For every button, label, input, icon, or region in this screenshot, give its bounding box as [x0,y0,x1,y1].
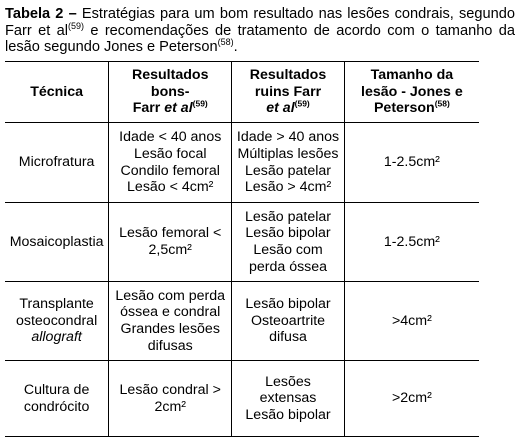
header-tam-line3 [347,100,477,117]
caption-text-b: e recomendações de tratamento de acordo com o tamanho da lesão segundo Jones e Peterson [5,22,516,55]
table-header-row [5,62,479,123]
cell-tamanho [344,203,479,282]
cell-text: Condilo femoral [120,162,220,179]
caption-text-c: . [233,39,238,55]
header-tam-line2: lesão - Jones e [361,83,463,100]
cell-tamanho [344,123,479,203]
cell-text: condrócito [23,398,90,415]
cell-text: Lesão > 4cm² [244,179,332,196]
header-ruins-line3 [234,100,342,117]
table-row [5,282,479,361]
cell-text: Mosaicoplastia [9,233,104,250]
table-caption [5,6,515,56]
header-tam-line1: Tamanho da [370,67,454,84]
header-bons-line2 [111,100,229,117]
cell-bons [109,203,232,282]
cell-ruins [232,282,345,361]
cell-text-italic: allograft [31,329,82,346]
cell-text: Múltiplas lesões [237,145,339,162]
header-tamanho [344,62,479,123]
cell-text: difusa [269,329,307,346]
header-bons-etal: et al [164,100,193,117]
cell-bons [109,282,232,361]
header-ruins-etal: et al [266,100,295,117]
cell-text: Lesão < 4cm² [127,179,214,196]
cell-text: Lesão patelar [245,208,331,225]
cell-text: Lesão condral > [119,381,221,398]
header-tam-peterson: Peterson [373,100,435,117]
cell-text: Cultura de [23,381,90,398]
caption-label: Tabela 2 – [5,6,77,22]
cell-text: Lesão patelar [245,162,331,179]
cell-text: Lesões [265,373,311,390]
cell-text: perda óssea [248,258,328,275]
cell-text: >2cm² [391,390,432,407]
cell-text: óssea e condral [120,304,221,321]
cell-ruins [232,123,345,203]
cell-text: osteocondral [15,312,98,329]
cell-text: Lesão bipolar [245,225,331,242]
cell-text: 2,5cm² [148,242,192,258]
caption-text-a: Estratégias para um bom resultado nas lesões condrais, segundo Farr et al [5,6,516,39]
cell-text: 2cm² [154,398,186,415]
header-ruins-line2: ruins Farr [254,83,322,100]
table-row [5,203,479,282]
cell-text: Transplante [19,296,94,313]
header-resultados-ruins [232,62,345,123]
cell-ruins [232,361,345,437]
cell-text: Lesão bipolar [245,296,331,313]
cell-text: Lesão femoral < [119,225,222,242]
header-bons-line1: Resultados bons- [131,67,209,100]
cell-text: 1-2.5cm² [383,233,440,250]
cell-text: Lesão bipolar [245,406,331,423]
cell-bons [109,361,232,437]
cell-text: Lesão com [253,242,323,258]
header-ruins-ref: (59) [294,98,310,109]
header-tecnica [5,62,109,123]
cell-tamanho [344,282,479,361]
cell-text: Grandes lesões [120,321,220,337]
caption-ref-a: (59) [67,20,84,31]
header-ruins-line1: Resultados [249,67,327,84]
cell-bons [109,123,232,203]
cell-text: extensas [259,390,317,407]
cell-text: >4cm² [391,312,432,329]
cell-tecnica [5,282,109,361]
cell-tamanho [344,361,479,437]
cell-text: Microfratura [18,154,95,171]
cell-text: Idade > 40 anos [236,129,340,146]
strategies-table [5,61,479,437]
header-bons-ref: (59) [192,98,208,109]
table-row [5,123,479,203]
header-bons-farr: Farr [132,100,165,117]
cell-tecnica [5,123,109,203]
cell-tecnica [5,361,109,437]
table-row [5,361,479,437]
cell-text: 1-2.5cm² [383,154,440,171]
cell-tecnica [5,203,109,282]
cell-text: difusas [147,337,193,354]
header-resultados-bons [109,62,232,123]
cell-text: Osteoartrite [250,312,326,329]
header-tecnica-label: Técnica [30,83,84,100]
cell-text: Lesão focal [133,145,207,162]
caption-ref-b: (58) [217,37,234,48]
cell-text: Lesão com perda [115,287,226,304]
cell-text: Idade < 40 anos [119,129,222,146]
cell-ruins [232,203,345,282]
header-tam-ref: (58) [434,98,450,109]
